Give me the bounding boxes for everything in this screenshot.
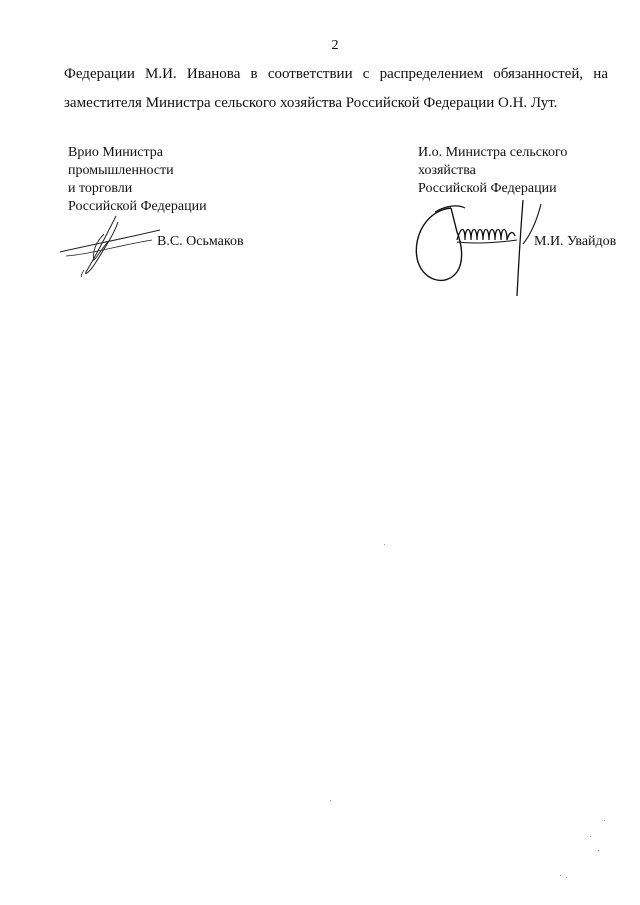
left-title-line: Врио Министра bbox=[68, 145, 163, 160]
scan-speck bbox=[604, 820, 605, 821]
right-title-line: И.о. Министра сельского bbox=[418, 145, 568, 160]
left-title-line: и торговли bbox=[68, 181, 133, 196]
scan-speck bbox=[330, 800, 331, 801]
right-title-line: Российской Федерации bbox=[418, 181, 557, 196]
scan-speck bbox=[560, 875, 561, 876]
left-title-line: промышленности bbox=[68, 163, 174, 178]
page-number: 2 bbox=[331, 38, 339, 53]
scan-speck bbox=[384, 544, 385, 545]
left-title-line: Российской Федерации bbox=[68, 199, 207, 214]
right-signer-name: М.И. Увайдов bbox=[534, 234, 617, 249]
right-signature bbox=[405, 196, 545, 301]
scan-speck bbox=[590, 836, 591, 837]
right-signatory-title bbox=[418, 144, 567, 198]
left-signer-name: В.С. Осьмаков bbox=[157, 234, 244, 249]
body-text-line-2: заместителя Министра сельского хозяйства Российской Федерации О.Н. Лут. bbox=[64, 95, 558, 111]
right-title-line: хозяйства bbox=[418, 163, 476, 178]
left-signatory-title bbox=[68, 144, 207, 216]
scan-speck bbox=[598, 850, 599, 851]
scan-speck bbox=[566, 877, 567, 878]
body-text-line-1: Федерации М.И. Иванова в соответствии с распределением обязанностей, на bbox=[64, 66, 608, 82]
left-signature bbox=[56, 212, 166, 278]
